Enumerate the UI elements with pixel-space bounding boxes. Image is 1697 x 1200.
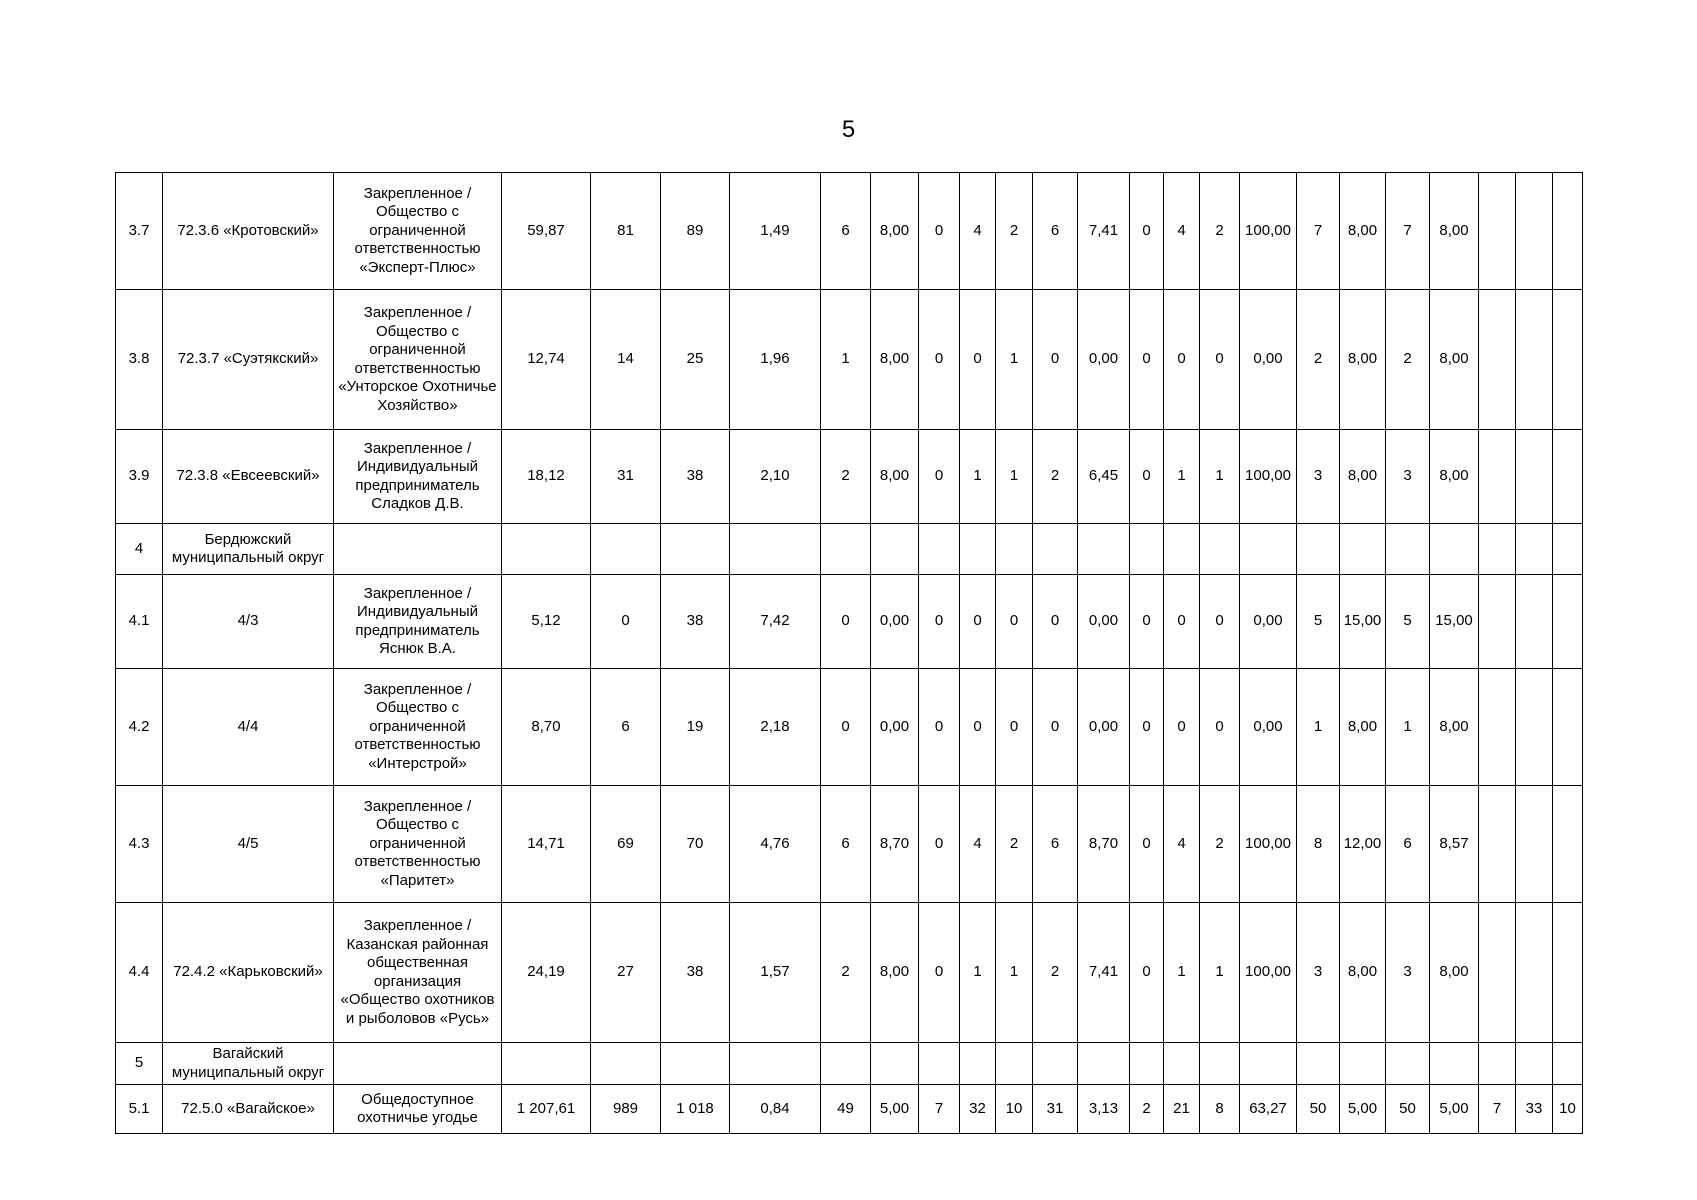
table-cell: 0 [1130, 669, 1164, 786]
table-row [116, 669, 1583, 786]
table-cell: 5.1 [116, 1085, 163, 1134]
table-cell: 6 [591, 669, 661, 786]
table-cell: 8,00 [1340, 430, 1386, 524]
table-cell: 38 [661, 430, 730, 524]
table-cell: 4.2 [116, 669, 163, 786]
table-cell: 2 [1033, 903, 1078, 1043]
table-cell: 4/5 [163, 786, 334, 903]
table-cell: 0 [919, 575, 960, 669]
table-cell: 1,57 [730, 903, 821, 1043]
table-cell: 0 [591, 575, 661, 669]
table-cell: 7,41 [1078, 173, 1130, 290]
table-cell: 0 [1164, 669, 1200, 786]
table-cell [1078, 1043, 1130, 1085]
table-cell [502, 1043, 591, 1085]
table-cell: 72.3.7 «Суэтякский» [163, 290, 334, 430]
table-cell: 0 [960, 290, 996, 430]
table-cell: 4.4 [116, 903, 163, 1043]
table-cell: 2 [996, 173, 1033, 290]
table-cell [1553, 1043, 1583, 1085]
table-cell [661, 524, 730, 575]
table-cell: 8 [1297, 786, 1340, 903]
table-cell: 2 [1297, 290, 1340, 430]
table-cell [1516, 669, 1553, 786]
table-cell: 89 [661, 173, 730, 290]
table-cell [730, 1043, 821, 1085]
table-cell: 0,00 [1078, 669, 1130, 786]
table-cell [1200, 524, 1240, 575]
table-cell: 0,00 [1078, 575, 1130, 669]
table-cell: 1 [1200, 430, 1240, 524]
table-cell: 1 [821, 290, 871, 430]
table-cell: 4/4 [163, 669, 334, 786]
table-cell: 33 [1516, 1085, 1553, 1134]
table-cell [1164, 524, 1200, 575]
table-cell [1340, 1043, 1386, 1085]
table-cell: 0,00 [1078, 290, 1130, 430]
table-cell: 7 [919, 1085, 960, 1134]
page-number: 5 [841, 116, 856, 143]
table-cell: 1 [1164, 430, 1200, 524]
table-cell: 0 [919, 173, 960, 290]
table-cell [1553, 173, 1583, 290]
table-cell: 14 [591, 290, 661, 430]
table-cell: 100,00 [1240, 786, 1297, 903]
table-cell: 2 [1033, 430, 1078, 524]
table-cell [1516, 430, 1553, 524]
table-cell: 0 [1130, 173, 1164, 290]
table-cell [1516, 524, 1553, 575]
table-cell: 15,00 [1430, 575, 1479, 669]
table-cell [1479, 290, 1516, 430]
table-cell: 38 [661, 903, 730, 1043]
table-cell: 3 [1386, 903, 1430, 1043]
table-cell [919, 524, 960, 575]
table-cell: 6 [1033, 786, 1078, 903]
district-row [116, 524, 1583, 575]
table-cell: 3.8 [116, 290, 163, 430]
table-cell [1479, 430, 1516, 524]
table-row [116, 903, 1583, 1043]
table-cell: 4.3 [116, 786, 163, 903]
table-cell [996, 1043, 1033, 1085]
table-cell: 6 [821, 786, 871, 903]
table-cell [1297, 524, 1340, 575]
table-cell: 1 [1297, 669, 1340, 786]
table-cell: 8,00 [1340, 903, 1386, 1043]
table-cell: 69 [591, 786, 661, 903]
table-cell: 12,74 [502, 290, 591, 430]
table-cell: 0 [1130, 786, 1164, 903]
table-cell: 4 [116, 524, 163, 575]
table-cell: 2 [1200, 173, 1240, 290]
table-cell: 2 [821, 903, 871, 1043]
table-cell: 15,00 [1340, 575, 1386, 669]
table-cell: 0 [1033, 290, 1078, 430]
table-cell: 3 [1297, 903, 1340, 1043]
table-cell: 27 [591, 903, 661, 1043]
table-cell: 5 [1386, 575, 1430, 669]
table-cell: 0 [919, 430, 960, 524]
table-cell [1553, 903, 1583, 1043]
table-cell: 4 [1164, 173, 1200, 290]
table-cell: Общедоступное охотничье угодье [334, 1085, 502, 1134]
table-cell: 2 [1200, 786, 1240, 903]
table-cell [1516, 786, 1553, 903]
table-cell [1479, 903, 1516, 1043]
table-cell: 100,00 [1240, 173, 1297, 290]
table-cell [960, 524, 996, 575]
table-cell: 8,00 [871, 290, 919, 430]
table-cell: 12,00 [1340, 786, 1386, 903]
table-cell: Закрепленное / Индивидуальный предприниматель Сладков Д.В. [334, 430, 502, 524]
table-cell [1386, 524, 1430, 575]
table-cell: 1 [960, 903, 996, 1043]
table-cell: 7 [1386, 173, 1430, 290]
table-cell [919, 1043, 960, 1085]
table-cell [1516, 290, 1553, 430]
table-cell: 0 [1130, 290, 1164, 430]
table-cell: 2,10 [730, 430, 821, 524]
table-cell: 0,00 [1240, 575, 1297, 669]
table-cell: 7 [1479, 1085, 1516, 1134]
table-cell: Закрепленное / Общество с ограниченной ответственностью «Паритет» [334, 786, 502, 903]
table-cell [996, 524, 1033, 575]
table-cell: 1,96 [730, 290, 821, 430]
table-cell: 0 [996, 669, 1033, 786]
table-cell [821, 524, 871, 575]
table-cell: 0 [919, 903, 960, 1043]
table-cell: 72.4.2 «Карьковский» [163, 903, 334, 1043]
table-cell [1516, 173, 1553, 290]
table-cell: Бердюжский муниципальный округ [163, 524, 334, 575]
table-cell: 8,00 [1340, 669, 1386, 786]
table-cell [1033, 524, 1078, 575]
table-cell: 0 [960, 669, 996, 786]
table-cell: 8,00 [1430, 669, 1479, 786]
table-cell: 4 [960, 173, 996, 290]
table-cell: 5 [116, 1043, 163, 1085]
table-cell: 1,49 [730, 173, 821, 290]
table-cell [1516, 903, 1553, 1043]
table-cell [1297, 1043, 1340, 1085]
table-cell: Закрепленное / Общество с ограниченной ответственностью «Эксперт-Плюс» [334, 173, 502, 290]
table-cell: 0 [1033, 575, 1078, 669]
table-cell [1200, 1043, 1240, 1085]
table-row [116, 290, 1583, 430]
table-cell: Вагайский муниципальный округ [163, 1043, 334, 1085]
table-cell [334, 524, 502, 575]
table-cell [502, 524, 591, 575]
table-cell: 72.3.8 «Евсеевский» [163, 430, 334, 524]
table-cell: 0 [1200, 575, 1240, 669]
table-cell [1553, 290, 1583, 430]
table-cell: 3,13 [1078, 1085, 1130, 1134]
table-cell: 19 [661, 669, 730, 786]
table-cell: 6 [1033, 173, 1078, 290]
table-cell: 5,12 [502, 575, 591, 669]
table-cell [661, 1043, 730, 1085]
table-cell: Закрепленное / Общество с ограниченной ответственностью «Унторское Охотничье Хозяйство» [334, 290, 502, 430]
table-cell: 0 [919, 669, 960, 786]
table-cell [821, 1043, 871, 1085]
table-cell [1479, 669, 1516, 786]
table-cell: 0 [919, 290, 960, 430]
table-cell: 8,70 [871, 786, 919, 903]
table-cell [1130, 524, 1164, 575]
table-cell [1078, 524, 1130, 575]
table-cell [1553, 669, 1583, 786]
table-cell: 10 [996, 1085, 1033, 1134]
table-cell: 2 [1386, 290, 1430, 430]
table-cell: 0 [1200, 669, 1240, 786]
table-cell: 8,00 [1430, 290, 1479, 430]
table-cell [591, 524, 661, 575]
table-cell: 5,00 [1340, 1085, 1386, 1134]
table-cell: 0 [1130, 575, 1164, 669]
table-cell [334, 1043, 502, 1085]
table-cell: 0 [1130, 903, 1164, 1043]
table-cell: 6,45 [1078, 430, 1130, 524]
table-cell: 8,00 [1340, 173, 1386, 290]
table-cell [1130, 1043, 1164, 1085]
table-cell: 0,00 [1240, 669, 1297, 786]
table-cell: 3 [1386, 430, 1430, 524]
table-cell: 1 [1164, 903, 1200, 1043]
table-cell: 38 [661, 575, 730, 669]
table-cell: 0,00 [1240, 290, 1297, 430]
table-cell: 5,00 [1430, 1085, 1479, 1134]
table-cell: 21 [1164, 1085, 1200, 1134]
table-cell: 2,18 [730, 669, 821, 786]
table-cell: 81 [591, 173, 661, 290]
table-cell: 4 [960, 786, 996, 903]
table-cell: 2 [1130, 1085, 1164, 1134]
table-cell: 1 [1200, 903, 1240, 1043]
table-cell: 1 [996, 903, 1033, 1043]
table-cell: 7,41 [1078, 903, 1130, 1043]
table-cell: 1 [1386, 669, 1430, 786]
table-cell: 8,00 [1430, 903, 1479, 1043]
table-cell [1240, 1043, 1297, 1085]
table-cell: 4 [1164, 786, 1200, 903]
table-cell [1386, 1043, 1430, 1085]
table-cell: 3.9 [116, 430, 163, 524]
table-cell: 1 [996, 430, 1033, 524]
table-cell: 4.1 [116, 575, 163, 669]
table-cell: 59,87 [502, 173, 591, 290]
table-row [116, 575, 1583, 669]
table-cell: 0 [821, 575, 871, 669]
table-cell: 0 [1200, 290, 1240, 430]
table-row [116, 430, 1583, 524]
table-cell: 6 [1386, 786, 1430, 903]
table-cell: 18,12 [502, 430, 591, 524]
table-cell [1553, 524, 1583, 575]
table-row [116, 786, 1583, 903]
table-cell: 5 [1297, 575, 1340, 669]
table-cell: 0 [1033, 669, 1078, 786]
table-cell [1240, 524, 1297, 575]
table-cell: 63,27 [1240, 1085, 1297, 1134]
table-cell: 24,19 [502, 903, 591, 1043]
table-row [116, 173, 1583, 290]
table-cell: 72.3.6 «Кротовский» [163, 173, 334, 290]
table-cell [1479, 1043, 1516, 1085]
table-cell: 0,00 [871, 575, 919, 669]
table-cell: 14,71 [502, 786, 591, 903]
table-cell: 32 [960, 1085, 996, 1134]
table-cell: 25 [661, 290, 730, 430]
table-cell [1479, 575, 1516, 669]
table-cell: 1 [996, 290, 1033, 430]
table-cell: 8,00 [871, 430, 919, 524]
table-cell: 4/3 [163, 575, 334, 669]
table-cell: 1 207,61 [502, 1085, 591, 1134]
table-cell: 2 [996, 786, 1033, 903]
table-cell [1479, 173, 1516, 290]
table-cell: 72.5.0 «Вагайское» [163, 1085, 334, 1134]
table-cell: 0 [919, 786, 960, 903]
table-cell [1553, 430, 1583, 524]
table-cell: 0 [1130, 430, 1164, 524]
table-cell [871, 524, 919, 575]
table-cell: 0 [1164, 575, 1200, 669]
table-cell: 1 [960, 430, 996, 524]
table-cell [1516, 575, 1553, 669]
table-cell: 3 [1297, 430, 1340, 524]
table-cell [1516, 1043, 1553, 1085]
table-cell: Закрепленное / Индивидуальный предприниматель Яснюк В.А. [334, 575, 502, 669]
table-cell: 49 [821, 1085, 871, 1134]
table-cell: Закрепленное / Общество с ограниченной ответственностью «Интерстрой» [334, 669, 502, 786]
table-cell [1430, 524, 1479, 575]
table-cell [1033, 1043, 1078, 1085]
table-cell: 100,00 [1240, 903, 1297, 1043]
table-cell [1479, 786, 1516, 903]
table-cell: 8,00 [871, 173, 919, 290]
table-cell: 7,42 [730, 575, 821, 669]
table-cell: 8 [1200, 1085, 1240, 1134]
table-cell: 8,00 [1430, 173, 1479, 290]
table-cell: 8,70 [502, 669, 591, 786]
table-cell: 100,00 [1240, 430, 1297, 524]
table-cell [871, 1043, 919, 1085]
hunting-grounds-table [115, 172, 1583, 1134]
table-row [116, 1085, 1583, 1134]
table-cell: 3.7 [116, 173, 163, 290]
table-cell: 8,57 [1430, 786, 1479, 903]
table-cell: 0 [821, 669, 871, 786]
table-cell: 0,00 [871, 669, 919, 786]
district-row [116, 1043, 1583, 1085]
table-cell [1553, 786, 1583, 903]
table-cell [1553, 575, 1583, 669]
table-cell: 0 [960, 575, 996, 669]
table-cell: 8,70 [1078, 786, 1130, 903]
table-cell [1164, 1043, 1200, 1085]
table-cell: 5,00 [871, 1085, 919, 1134]
table-cell: Закрепленное / Казанская районная общественная организация «Общество охотников и рыболовов «Русь» [334, 903, 502, 1043]
table-cell: 10 [1553, 1085, 1583, 1134]
table-cell [960, 1043, 996, 1085]
table-cell: 70 [661, 786, 730, 903]
table-cell: 0 [996, 575, 1033, 669]
table-cell: 50 [1386, 1085, 1430, 1134]
table-cell: 1 018 [661, 1085, 730, 1134]
table-cell: 8,00 [1340, 290, 1386, 430]
table-cell: 2 [821, 430, 871, 524]
table-cell [591, 1043, 661, 1085]
table-cell [1430, 1043, 1479, 1085]
table-cell: 8,00 [1430, 430, 1479, 524]
table-cell [1340, 524, 1386, 575]
table-cell: 0,84 [730, 1085, 821, 1134]
table-cell: 0 [1164, 290, 1200, 430]
table-cell: 50 [1297, 1085, 1340, 1134]
table-cell: 6 [821, 173, 871, 290]
table-cell: 31 [1033, 1085, 1078, 1134]
table-cell [730, 524, 821, 575]
table-cell: 31 [591, 430, 661, 524]
table-cell [1479, 524, 1516, 575]
table-cell: 7 [1297, 173, 1340, 290]
table-cell: 989 [591, 1085, 661, 1134]
table-cell: 4,76 [730, 786, 821, 903]
table-cell: 8,00 [871, 903, 919, 1043]
